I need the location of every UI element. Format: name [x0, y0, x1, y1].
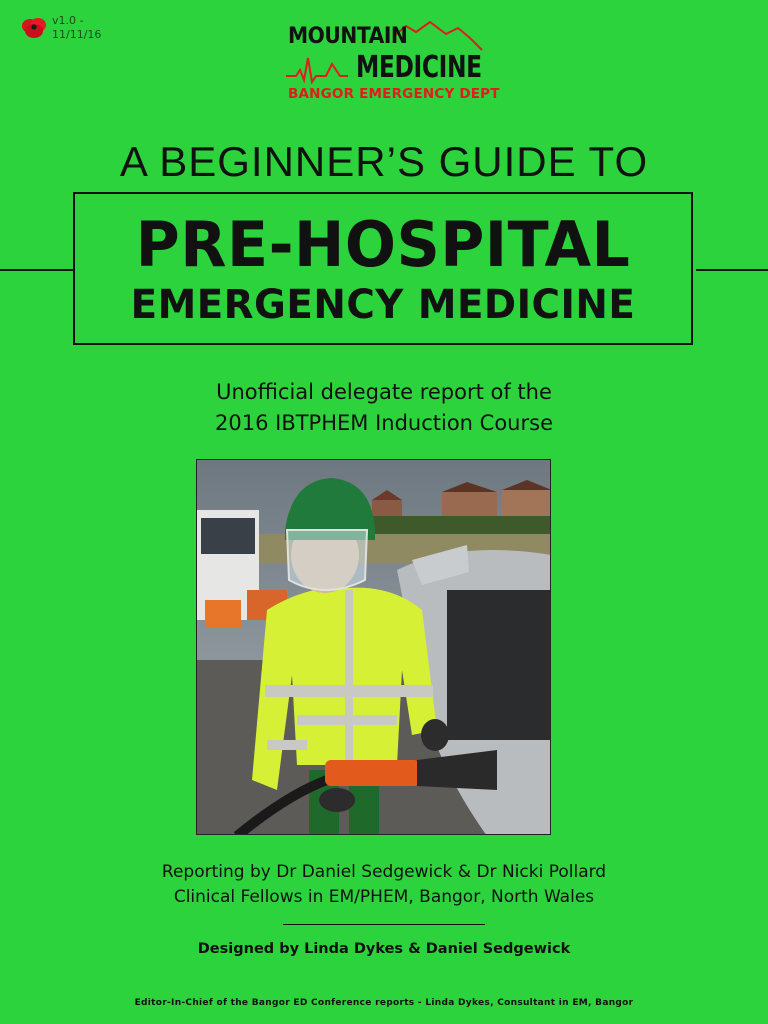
- logo-text-mountain: MOUNTAIN: [288, 24, 408, 49]
- subtitle-line1: Unofficial delegate report of the: [216, 380, 552, 404]
- credit-line1: Reporting by Dr Daniel Sedgewick & Dr Nicki Pollard: [161, 862, 607, 882]
- footer-editor: Editor-In-Chief of the Bangor ED Conference reports - Linda Dykes, Consultant in EM, Bangor: [134, 998, 634, 1008]
- divider: [283, 924, 485, 925]
- cover-title-line1: PRE-HOSPITAL: [135, 208, 631, 281]
- designed-by: Designed by Linda Dykes & Daniel Sedgewick: [197, 941, 571, 957]
- mountain-medicine-logo: [282, 20, 500, 106]
- credit-line2: Clinical Fellows in EM/PHEM, Bangor, North Wales: [173, 887, 595, 907]
- version-number: v1.0 -: [52, 14, 84, 27]
- title-rule-left: [0, 269, 73, 271]
- poppy-icon: [20, 16, 48, 40]
- logo-text-department: BANGOR EMERGENCY DEPT: [288, 86, 500, 102]
- cover-title-line2: EMERGENCY MEDICINE: [130, 282, 636, 328]
- cover-kicker: A BEGINNER’S GUIDE TO: [119, 138, 649, 185]
- title-rule-right: [696, 269, 768, 271]
- subtitle-line2: 2016 IBTPHEM Induction Course: [215, 411, 553, 435]
- title-box: [73, 192, 693, 345]
- version-label: [52, 14, 101, 42]
- photo-paramedic-hydraulic-cutter-icon: [197, 460, 551, 835]
- logo-text-medicine: MEDICINE: [356, 50, 482, 85]
- version-date: 11/11/16: [52, 28, 102, 41]
- cover-photo: [196, 459, 551, 835]
